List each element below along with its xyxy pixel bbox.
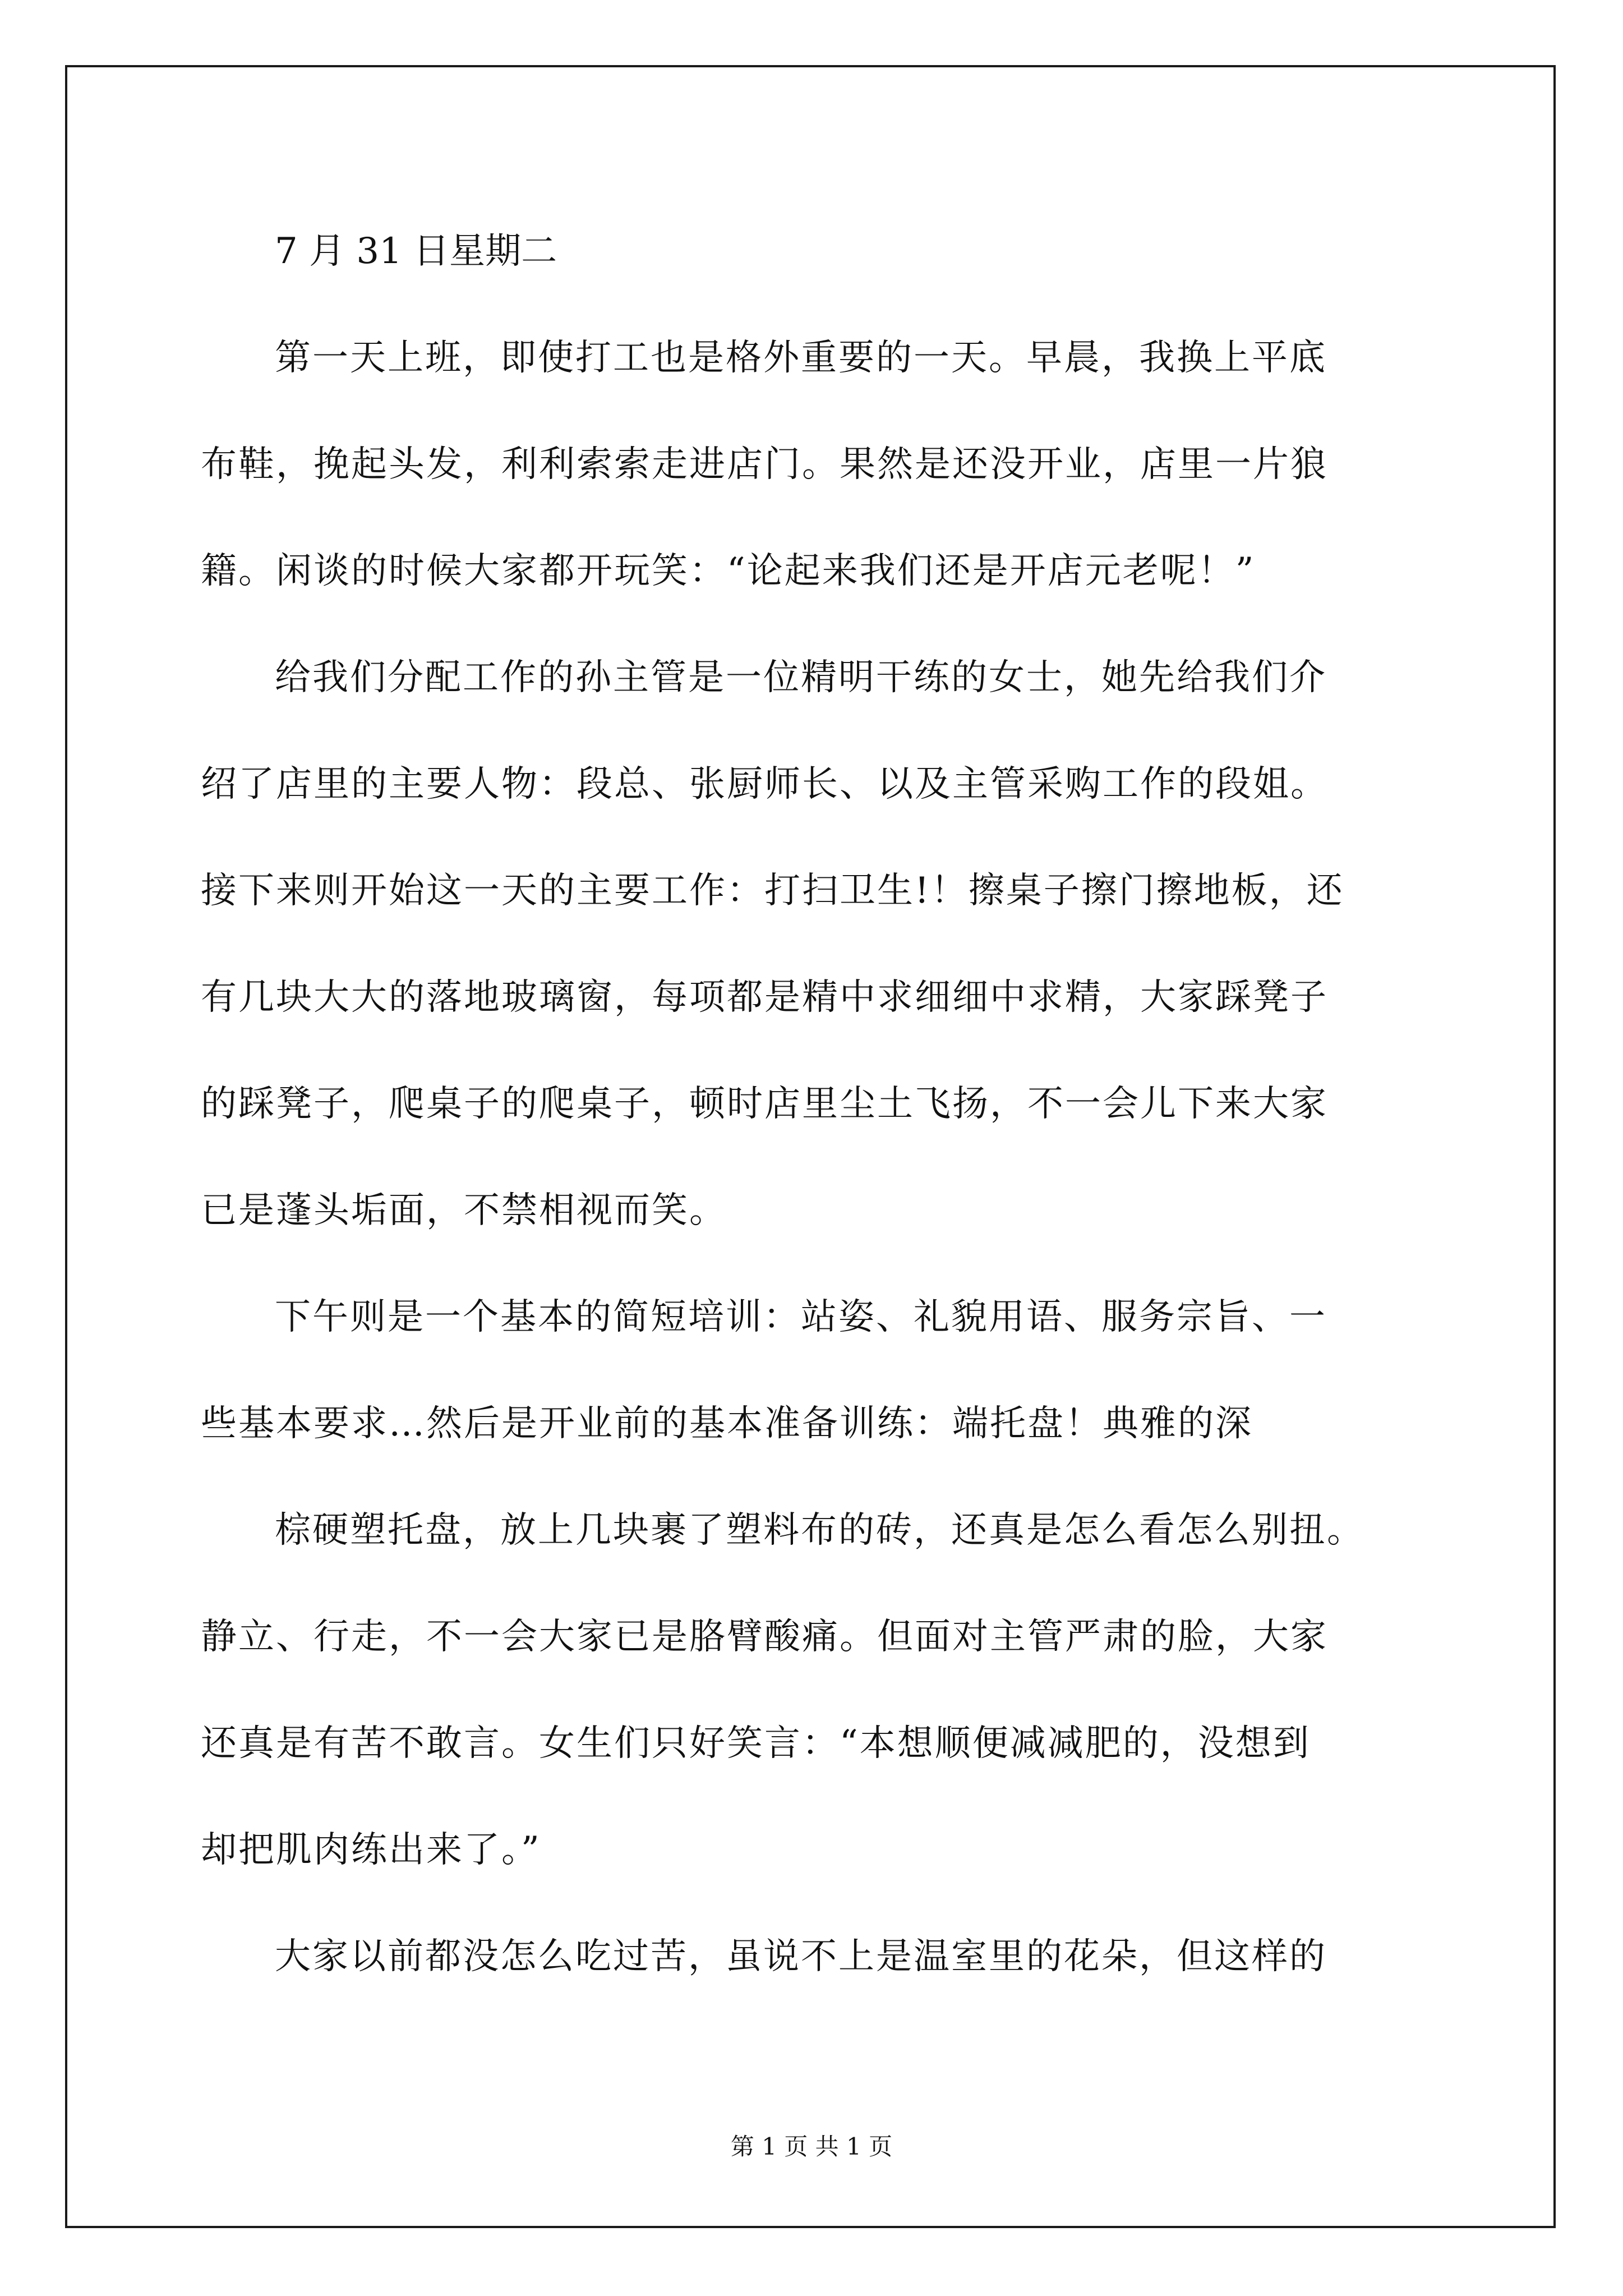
text-line: 下午则是一个基本的简短培训：站姿、礼貌用语、服务宗旨、一 xyxy=(275,1296,1327,1338)
text-line: 还真是有苦不敢言。女生们只好笑言：“本想顺便减减肥的，没想到 xyxy=(201,1723,1311,1764)
text-line: 有几块大大的落地玻璃窗，每项都是精中求细细中求精，大家踩凳子 xyxy=(201,977,1328,1018)
text-line: 的踩凳子，爬桌子的爬桌子，顿时店里尘土飞扬，不一会儿下来大家 xyxy=(201,1083,1328,1125)
text-line: 布鞋，挽起头发，利利索索走进店门。果然是还没开业，店里一片狼 xyxy=(201,444,1328,485)
text-line: 棕硬塑托盘，放上几块裹了塑料布的砖，还真是怎么看怎么别扭。 xyxy=(275,1510,1364,1551)
text-line: 已是蓬头垢面，不禁相视而笑。 xyxy=(201,1190,727,1231)
text-line: 却把肌肉练出来了。” xyxy=(201,1829,541,1871)
text-line: 籍。闲谈的时候大家都开玩笑：“论起来我们还是开店元老呢！” xyxy=(201,550,1256,592)
page-footer: 第 1 页 共 1 页 xyxy=(730,2133,893,2160)
text-line: 接下来则开始这一天的主要工作：打扫卫生!！擦桌子擦门擦地板，还 xyxy=(201,870,1344,912)
text-line: 绍了店里的主要人物：段总、张厨师长、以及主管采购工作的段姐。 xyxy=(201,763,1328,805)
text-line: 给我们分配工作的孙主管是一位精明干练的女士，她先给我们介 xyxy=(275,657,1327,698)
text-line: 第一天上班，即使打工也是格外重要的一天。早晨，我换上平底 xyxy=(275,337,1327,379)
date-heading: 7 月 31 日星期二 xyxy=(275,231,557,272)
page-border xyxy=(65,65,1556,2228)
text-line: 静立、行走，不一会大家已是胳臂酸痛。但面对主管严肃的脸，大家 xyxy=(201,1616,1328,1658)
text-line: 些基本要求…然后是开业前的基本准备训练：端托盘！典雅的深 xyxy=(201,1403,1253,1444)
text-line: 大家以前都没怎么吃过苦，虽说不上是温室里的花朵，但这样的 xyxy=(275,1936,1327,1977)
